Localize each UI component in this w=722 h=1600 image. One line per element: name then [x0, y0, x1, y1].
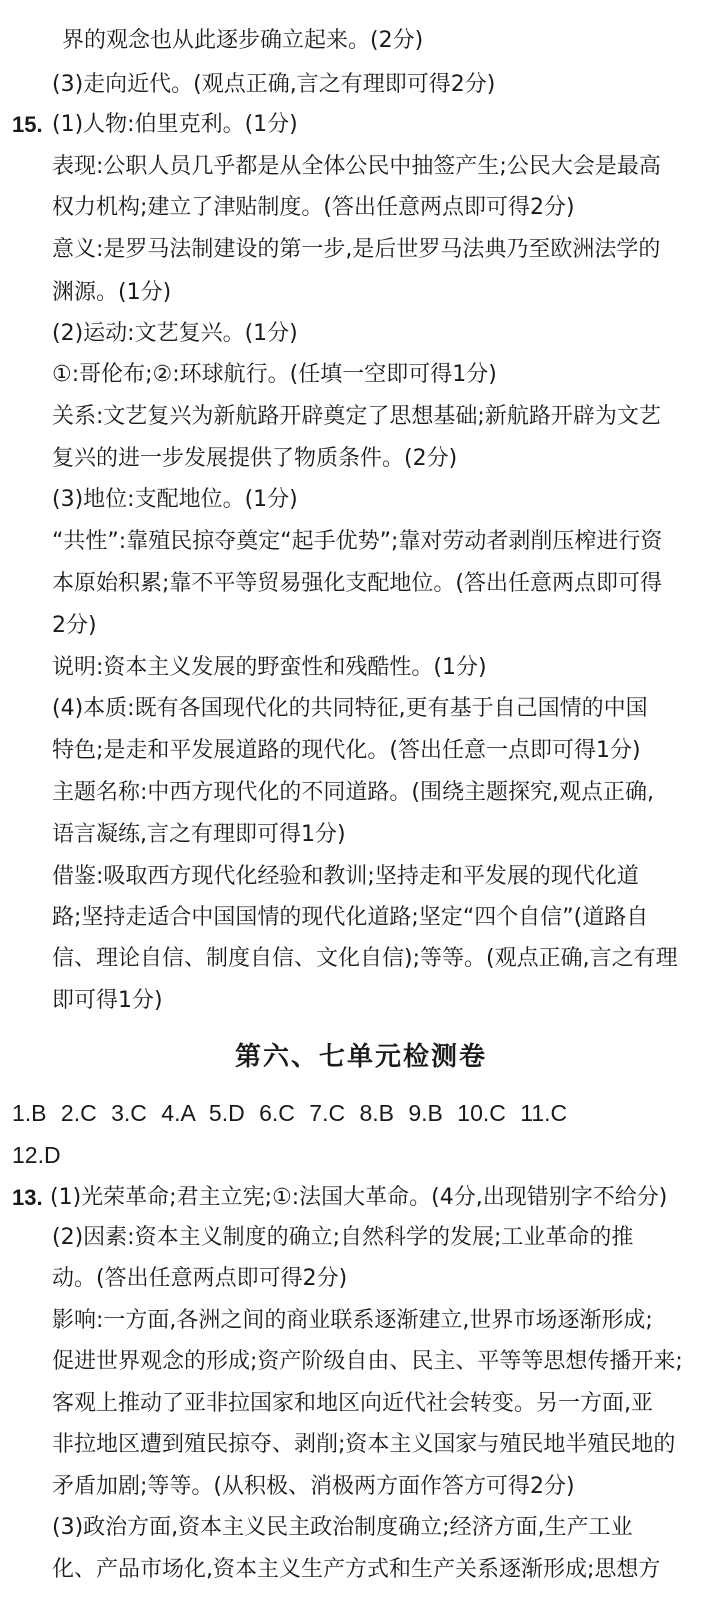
- text-line: (3)政治方面,资本主义民主政治制度确立;经济方面,生产工业: [52, 1515, 633, 1540]
- text-line: 影响:一方面,各洲之间的商业联系逐渐建立,世界市场逐渐形成;: [52, 1308, 653, 1333]
- answer-key-row: 12.D: [12, 1142, 61, 1168]
- text-line: 权力机构;建立了津贴制度。(答出任意两点即可得2分): [52, 195, 575, 220]
- text-line: 表现:公职人员几乎都是从全体公民中抽签产生;公民大会是最高: [52, 154, 661, 179]
- text-line: 复兴的进一步发展提供了物质条件。(2分): [52, 446, 458, 471]
- text-line: “共性”:靠殖民掠夺奠定“起手优势”;靠对劳动者剥削压榨进行资: [52, 529, 663, 554]
- section-title: 第六、七单元检测卷: [234, 1042, 487, 1072]
- text-line: 矛盾加剧;等等。(从积极、消极两方面作答方可得2分): [52, 1474, 575, 1499]
- text-line: 主题名称:中西方现代化的不同道路。(围绕主题探究,观点正确,: [52, 780, 654, 805]
- text-line: 本原始积累;靠不平等贸易强化支配地位。(答出任意两点即可得: [52, 571, 662, 596]
- text-line: 信、理论自信、制度自信、文化自信);等等。(观点正确,言之有理: [52, 946, 678, 971]
- text-line: (1)光荣革命;君主立宪;①:法国大革命。(4分,出现错别字不给分): [50, 1185, 668, 1210]
- text-line: 语言凝练,言之有理即可得1分): [52, 822, 346, 847]
- text-line: (3)走向近代。(观点正确,言之有理即可得2分): [52, 72, 496, 97]
- text-line: 客观上推动了亚非拉国家和地区向近代社会转变。另一方面,亚: [52, 1391, 653, 1416]
- answer-key-row: 1.B 2.C 3.C 4.A 5.D 6.C 7.C 8.B 9.B 10.C 11.C: [12, 1100, 568, 1126]
- text-line: 非拉地区遭到殖民掠夺、剥削;资本主义国家与殖民地半殖民地的: [52, 1432, 676, 1457]
- text-line: 即可得1分): [52, 988, 163, 1013]
- text-line: 特色;是走和平发展道路的现代化。(答出任意一点即可得1分): [52, 738, 641, 763]
- text-line: 化、产品市场化,资本主义生产方式和生产关系逐渐形成;思想方: [52, 1557, 661, 1582]
- question-number-13: 13.: [12, 1185, 43, 1210]
- question-number-15: 15.: [12, 112, 43, 137]
- text-line: 渊源。(1分): [52, 280, 172, 305]
- text-line: (2)因素:资本主义制度的确立;自然科学的发展;工业革命的推: [52, 1225, 634, 1250]
- text-line: 界的观念也从此逐步确立起来。(2分): [62, 28, 424, 53]
- text-line: (1)人物:伯里克利。(1分): [52, 112, 298, 137]
- text-line: ①:哥伦布;②:环球航行。(任填一空即可得1分): [52, 362, 497, 387]
- text-line: 关系:文艺复兴为新航路开辟奠定了思想基础;新航路开辟为文艺: [52, 404, 661, 429]
- text-line: 说明:资本主义发展的野蛮性和残酷性。(1分): [52, 655, 487, 680]
- text-line: 促进世界观念的形成;资产阶级自由、民主、平等等思想传播开来;: [52, 1349, 683, 1374]
- text-line: 借鉴:吸取西方现代化经验和教训;坚持走和平发展的现代化道: [52, 864, 639, 889]
- text-line: 2分): [52, 613, 97, 638]
- text-line: 意义:是罗马法制建设的第一步,是后世罗马法典乃至欧洲法学的: [52, 237, 661, 262]
- text-line: 路;坚持走适合中国国情的现代化道路;坚定“四个自信”(道路自: [52, 905, 649, 930]
- text-line: (2)运动:文艺复兴。(1分): [52, 321, 298, 346]
- text-line: (4)本质:既有各国现代化的共同特征,更有基于自己国情的中国: [52, 696, 648, 721]
- text-line: 动。(答出任意两点即可得2分): [52, 1266, 348, 1291]
- text-line: (3)地位:支配地位。(1分): [52, 487, 298, 512]
